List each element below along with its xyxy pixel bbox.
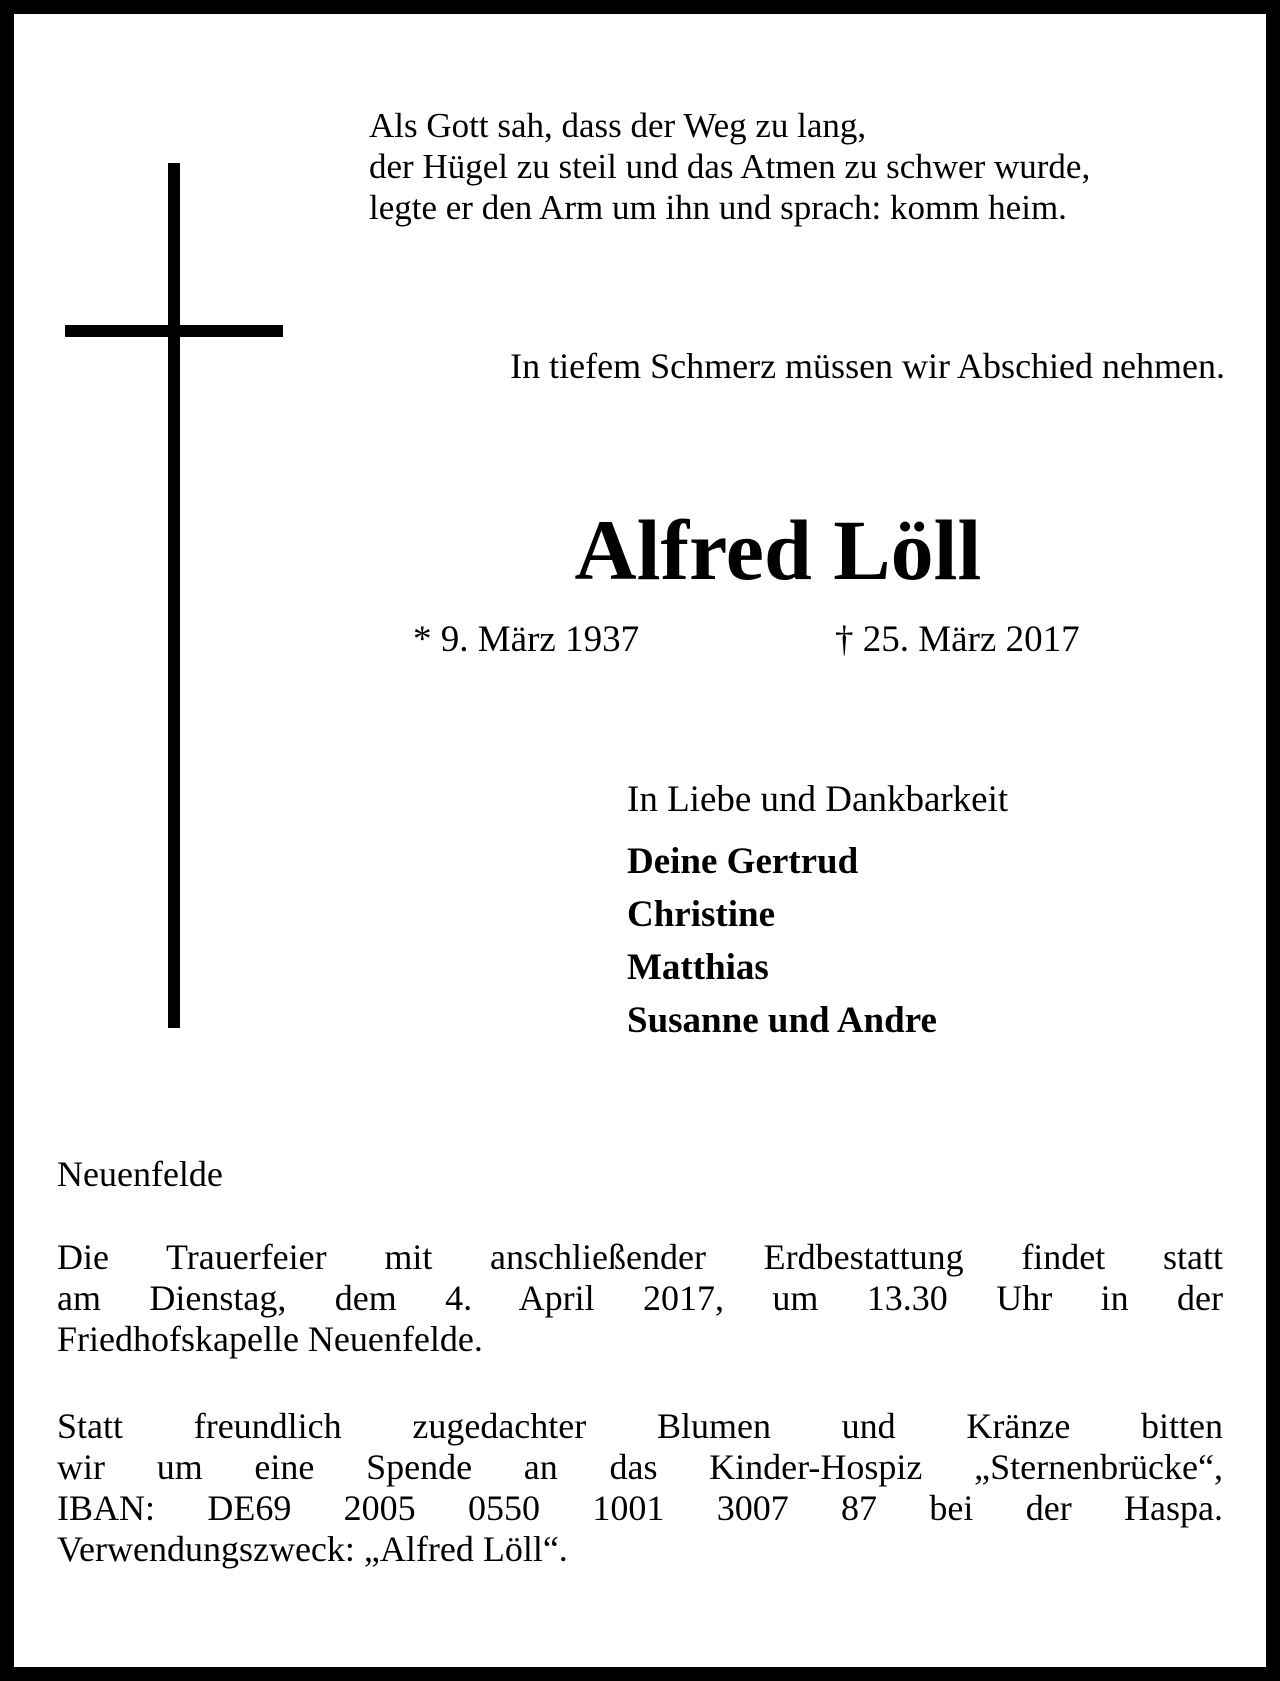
ceremony-paragraph — [57, 1237, 1223, 1360]
ceremony-line: Friedhofskapelle Neuenfelde. — [57, 1319, 483, 1359]
death-date: † 25. März 2017 — [835, 619, 1080, 660]
family-member: Deine Gertrud — [627, 841, 859, 882]
cross-icon-bar — [65, 325, 283, 337]
donation-paragraph — [57, 1406, 1223, 1570]
family-member: Christine — [627, 894, 775, 935]
farewell-text: In tiefem Schmerz müssen wir Abschied nehmen. — [510, 346, 1225, 386]
ceremony-line: am Dienstag, dem 4. April 2017, um 13.30 Uhr in der — [57, 1278, 1223, 1318]
poem-line: legte er den Arm um ihn und sprach: komm heim. — [369, 188, 1067, 227]
family-list — [627, 835, 937, 1047]
family-intro: In Liebe und Dankbarkeit — [627, 779, 1009, 820]
deceased-name: Alfred Löll — [574, 502, 982, 598]
donation-line: IBAN: DE69 2005 0550 1001 3007 87 bei der Haspa. — [57, 1488, 1223, 1528]
place-name: Neuenfelde — [57, 1154, 223, 1194]
donation-line: Statt freundlich zugedachter Blumen und Kränze bitten — [57, 1406, 1223, 1446]
ceremony-line: Die Trauerfeier mit anschließender Erdbestattung findet statt — [57, 1237, 1223, 1277]
poem — [369, 105, 1090, 228]
birth-date: * 9. März 1937 — [413, 619, 640, 660]
poem-line: der Hügel zu steil und das Atmen zu schwer wurde, — [369, 147, 1091, 186]
poem-line: Als Gott sah, dass der Weg zu lang, — [369, 106, 867, 145]
donation-line: wir um eine Spende an das Kinder-Hospiz „Sternenbrücke“, — [57, 1447, 1223, 1487]
family-member: Matthias — [627, 947, 769, 988]
donation-line: Verwendungszweck: „Alfred Löll“. — [57, 1529, 568, 1569]
family-member: Susanne und Andre — [627, 1000, 937, 1041]
